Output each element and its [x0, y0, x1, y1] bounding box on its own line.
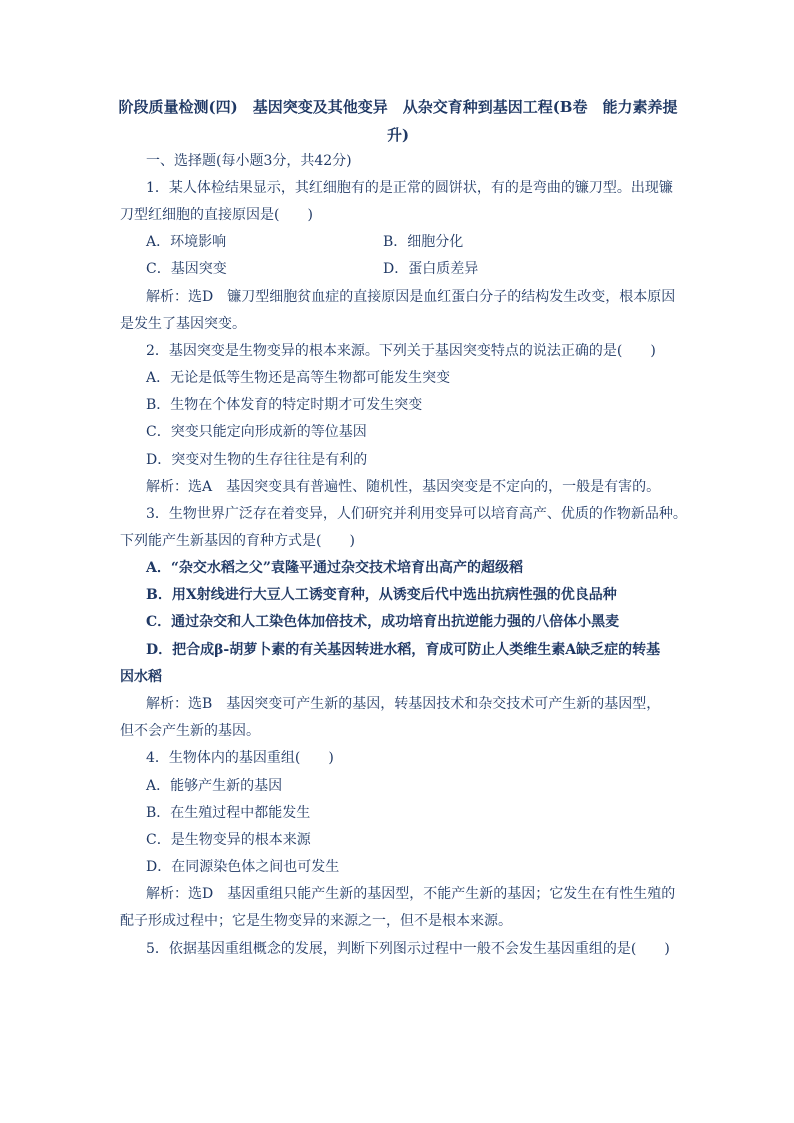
q2-option-c: C．突变只能定向形成新的等位基因 — [146, 424, 367, 440]
q4-option-d: D．在同源染色体之间也可发生 — [146, 859, 340, 875]
q4-option-a: A．能够产生新的基因 — [146, 778, 283, 794]
q2-answer: 解析：选A 基因突变具有普遍性、随机性，基因突变是不定向的，一般是有害的。 — [146, 479, 661, 495]
q1-option-c: C．基因突变 — [146, 261, 227, 277]
q2-stem: 2．基因突变是生物变异的根本来源。下列关于基因突变特点的说法正确的是( ) — [146, 343, 656, 359]
q3-stem-line-1: 3．生物世界广泛存在着变异，人们研究并利用变异可以培育高产、优质的作物新品种。 — [146, 506, 687, 522]
q3-option-d-line-2: 因水稻 — [120, 669, 162, 685]
q3-option-d-line-1: D．把合成β-胡萝卜素的有关基因转进水稻，育成可防止人类维生素A缺乏症的转基 — [146, 642, 661, 658]
q4-option-c: C．是生物变异的根本来源 — [146, 832, 311, 848]
q4-stem: 4．生物体内的基因重组( ) — [146, 750, 334, 766]
q1-option-a: A．环境影响 — [146, 234, 227, 250]
q3-option-a: A．“杂交水稻之父”袁隆平通过杂交技术培育出高产的超级稻 — [146, 560, 523, 576]
q1-option-d: D．蛋白质差异 — [383, 261, 479, 277]
page-title — [118, 93, 678, 149]
q1-option-b: B．细胞分化 — [383, 234, 464, 250]
q1-answer-line-1: 解析：选D 镰刀型细胞贫血症的直接原因是血红蛋白分子的结构发生改变，根本原因 — [146, 289, 676, 305]
section-heading: 一、选择题(每小题3分，共42分) — [146, 153, 352, 169]
q4-option-b: B．在生殖过程中都能发生 — [146, 805, 311, 821]
q2-option-b: B．生物在个体发育的特定时期才可发生突变 — [146, 397, 423, 413]
q1-stem-line-1: 1．某人体检结果显示，其红细胞有的是正常的圆饼状，有的是弯曲的镰刀型。出现镰 — [146, 180, 673, 196]
q2-option-d: D．突变对生物的生存往往是有利的 — [146, 452, 368, 468]
q3-option-b: B．用X射线进行大豆人工诱变育种，从诱变后代中选出抗病性强的优良品种 — [146, 587, 617, 603]
q3-stem-line-2: 下列能产生新基因的育种方式是( ) — [120, 533, 355, 549]
q1-answer-line-2: 是发生了基因突变。 — [120, 316, 246, 332]
q3-answer-line-1: 解析：选B 基因突变可产生新的基因，转基因技术和杂交技术可产生新的基因型， — [146, 696, 661, 712]
title-line-2: 升) — [386, 126, 410, 144]
title-line-1: 阶段质量检测(四) 基因突变及其他变异 从杂交育种到基因工程(B卷 能力素养提 — [118, 98, 678, 116]
q1-stem-line-2: 刀型红细胞的直接原因是( ) — [120, 207, 313, 223]
q3-option-c: C．通过杂交和人工染色体加倍技术，成功培育出抗逆能力强的八倍体小黑麦 — [146, 614, 620, 630]
q3-answer-line-2: 但不会产生新的基因。 — [120, 723, 260, 739]
q4-answer-line-2: 配子形成过程中；它是生物变异的来源之一，但不是根本来源。 — [120, 913, 512, 929]
q5-stem: 5．依据基因重组概念的发展，判断下列图示过程中一般不会发生基因重组的是( ) — [146, 941, 670, 957]
q2-option-a: A．无论是低等生物还是高等生物都可能发生突变 — [146, 370, 451, 386]
q4-answer-line-1: 解析：选D 基因重组只能产生新的基因型，不能产生新的基因；它发生在有性生殖的 — [146, 886, 676, 902]
